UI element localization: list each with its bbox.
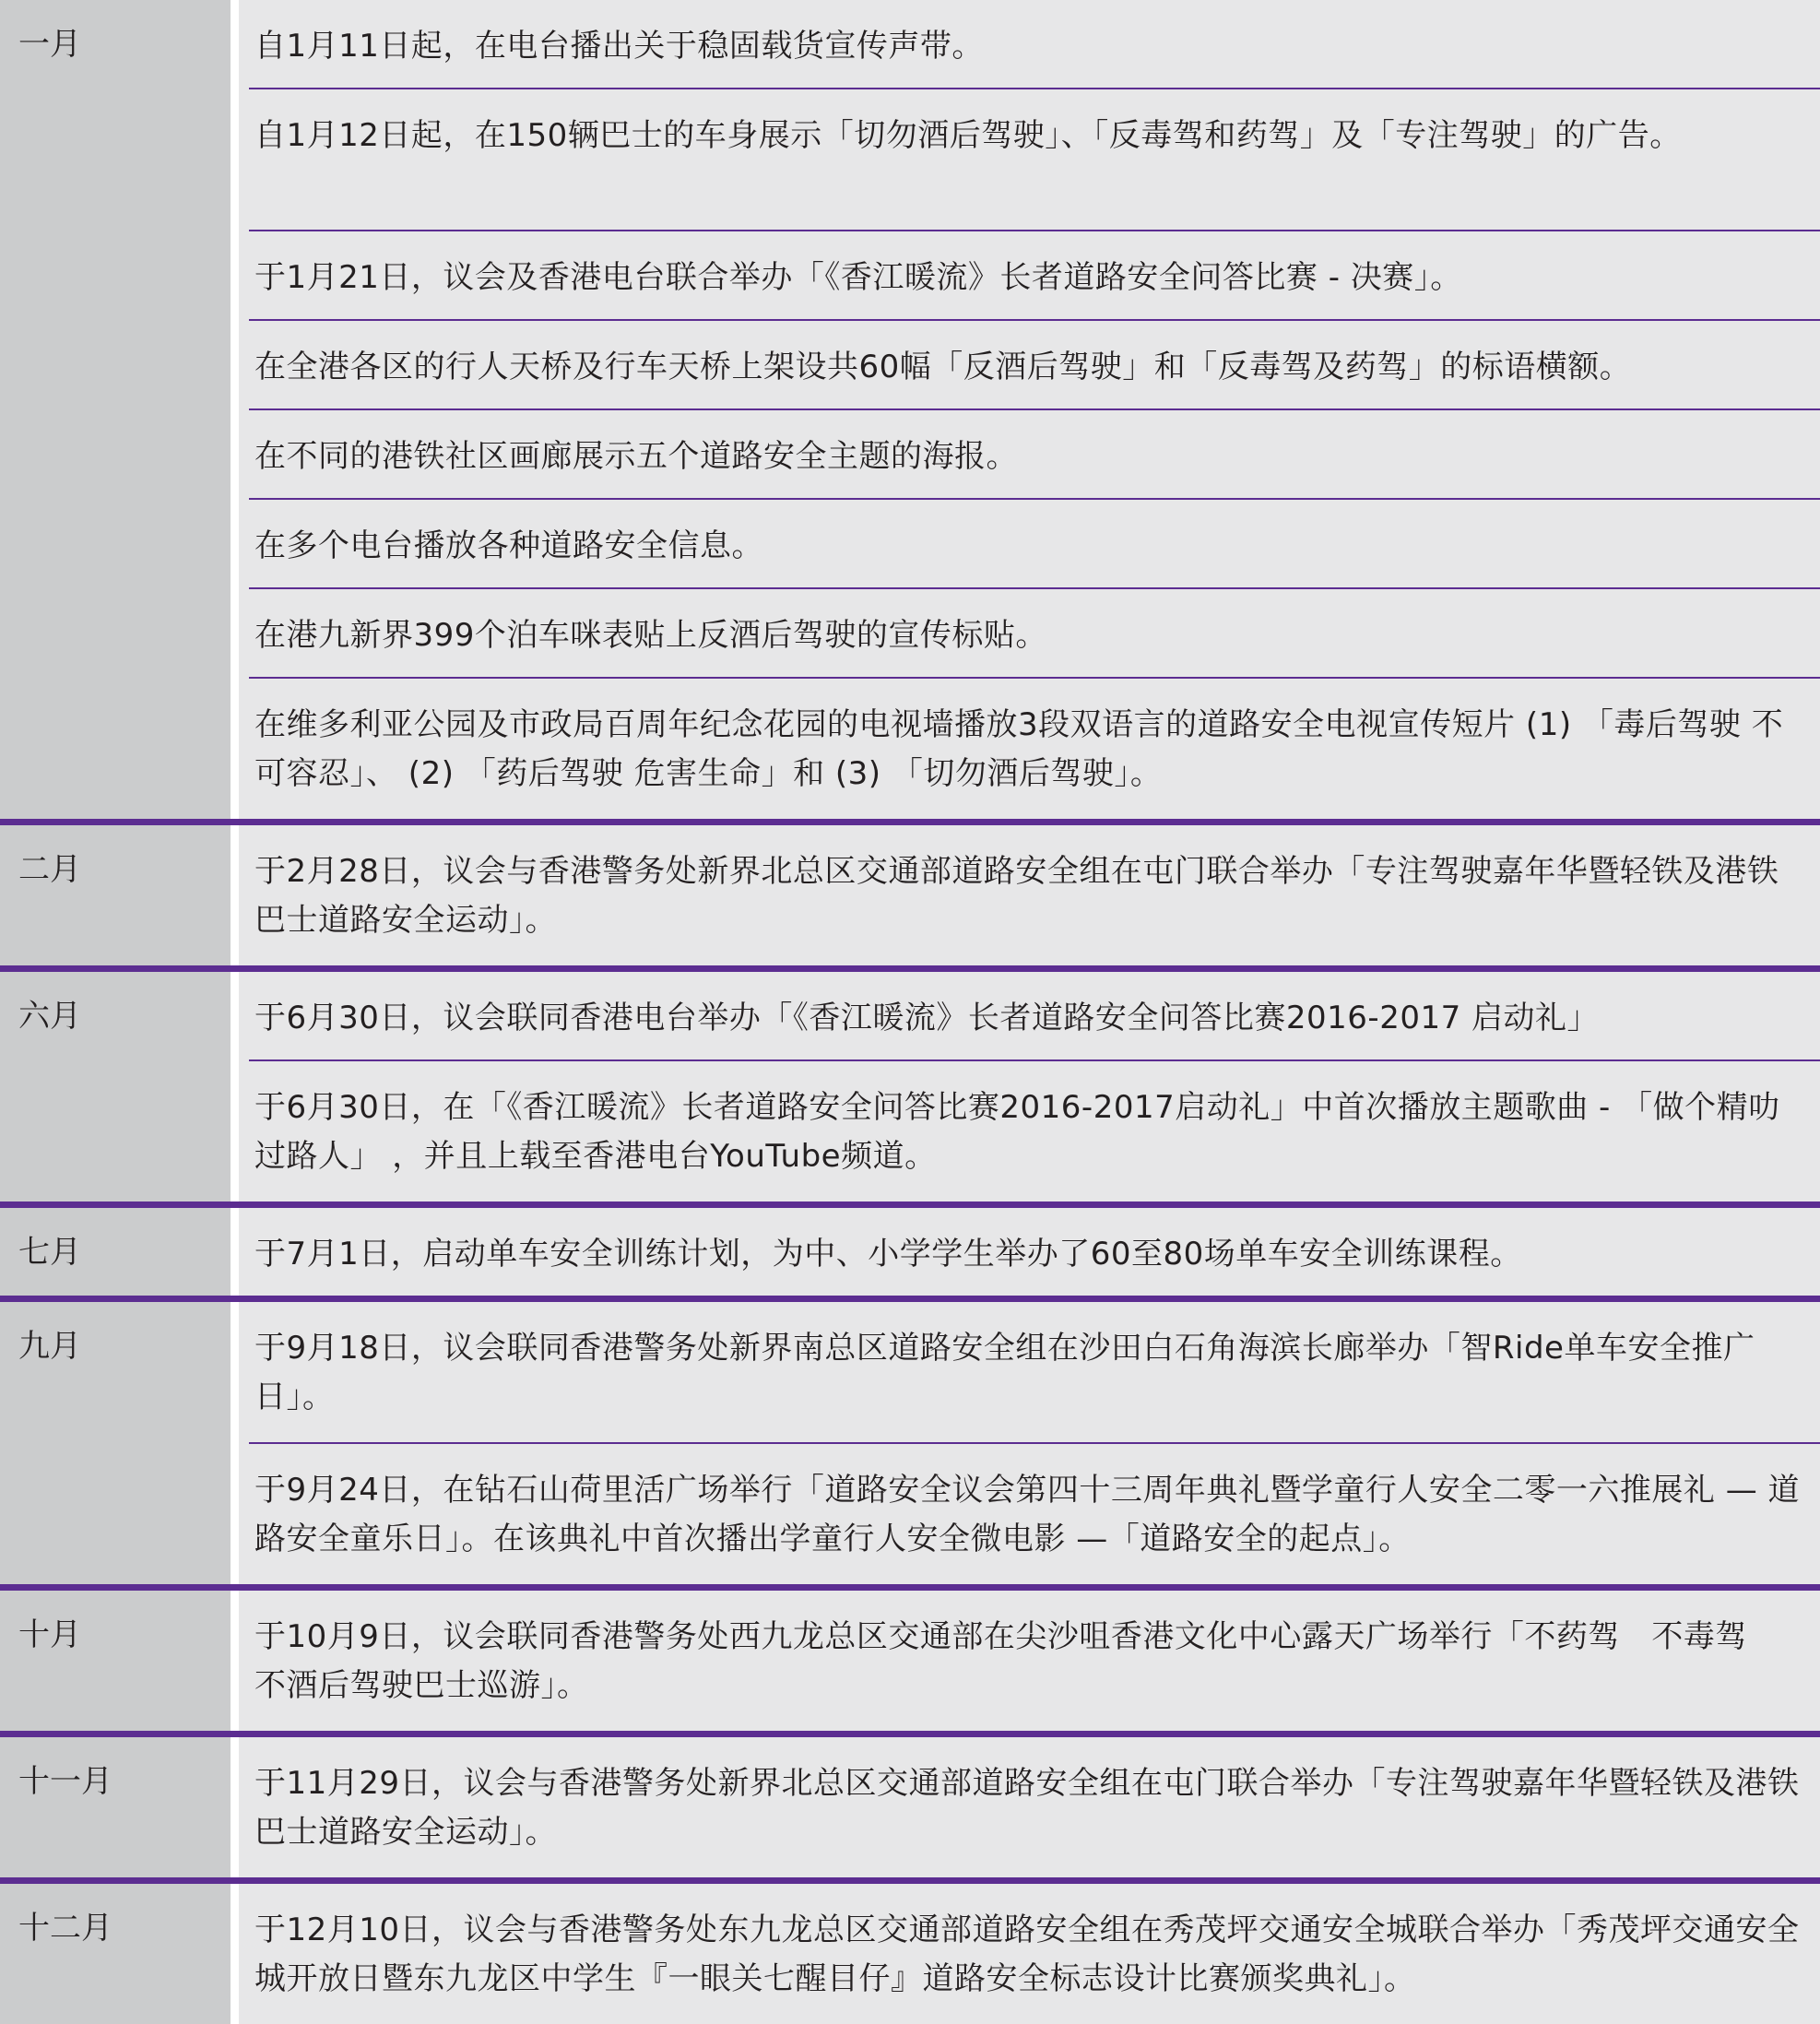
event-entry: 于1月21日，议会及香港电台联合举办「《香江暖流》长者道路安全问答比赛 - 决赛」。 bbox=[254, 259, 1462, 296]
event-entry: 在不同的港铁社区画廊展示五个道路安全主题的海报。 bbox=[254, 438, 1018, 475]
entry-list bbox=[239, 1591, 1820, 1731]
column-gap bbox=[230, 825, 239, 965]
month-divider bbox=[0, 1201, 1820, 1208]
month-label: 十一月 bbox=[0, 1737, 230, 1877]
entry-list bbox=[239, 1208, 1820, 1296]
month-divider bbox=[0, 819, 1820, 825]
event-entry: 在港九新界399个泊车咪表贴上反酒后驾驶的宣传标贴。 bbox=[254, 617, 1047, 654]
month-divider bbox=[0, 1584, 1820, 1591]
event-entry: 于9月18日，议会联同香港警务处新界南总区道路安全组在沙田白石角海滨长廊举办「智Ride单车安全推广日」。 bbox=[254, 1330, 1755, 1415]
entry-list bbox=[239, 1884, 1820, 2024]
month-group-november bbox=[0, 1737, 1820, 1877]
month-divider bbox=[0, 1877, 1820, 1884]
month-group-february bbox=[0, 825, 1820, 965]
column-gap bbox=[230, 1591, 239, 1731]
column-gap bbox=[230, 1737, 239, 1877]
month-group-december bbox=[0, 1884, 1820, 2024]
event-entry: 在全港各区的行人天桥及行车天桥上架设共60幅「反酒后驾驶」和「反毒驾及药驾」的标语横额。 bbox=[254, 349, 1632, 385]
event-entry: 于2月28日，议会与香港警务处新界北总区交通部道路安全组在屯门联合举办「专注驾驶嘉年华暨轻铁及港铁巴士道路安全运动」。 bbox=[254, 853, 1779, 939]
month-label: 二月 bbox=[0, 825, 230, 965]
event-entry: 自1月11日起，在电台播出关于稳固载货宣传声带。 bbox=[254, 28, 984, 65]
month-label: 九月 bbox=[0, 1302, 230, 1584]
event-entry: 于12月10日，议会与香港警务处东九龙总区交通部道路安全组在秀茂坪交通安全城联合举办「秀茂坪交通安全城开放日暨东九龙区中学生『一眼关七醒目仔』道路安全标志设计比赛颁奖典礼」。 bbox=[254, 1912, 1800, 1997]
month-group-january bbox=[0, 0, 1820, 819]
month-group-october bbox=[0, 1591, 1820, 1731]
column-gap bbox=[230, 1884, 239, 2024]
event-entry: 在多个电台播放各种道路安全信息。 bbox=[254, 527, 763, 564]
month-divider bbox=[0, 1731, 1820, 1737]
event-entry: 在维多利亚公园及市政局百周年纪念花园的电视墙播放3段双语言的道路安全电视宣传短片 (1) 「毒后驾驶 不可容忍」、 (2) 「药后驾驶 危害生命」和 (3) 「切勿酒后驾驶」。 bbox=[254, 706, 1784, 792]
month-group-september bbox=[0, 1302, 1820, 1584]
event-entry: 于9月24日，在钻石山荷里活广场举行「道路安全议会第四十三周年典礼暨学童行人安全二零一六推展礼 — 道路安全童乐日」。在该典礼中首次播出学童行人安全微电影 —「道路安全的起点」。 bbox=[254, 1472, 1801, 1557]
column-gap bbox=[230, 0, 239, 819]
event-entry: 自1月12日起，在150辆巴士的车身展示「切勿酒后驾驶」、「反毒驾和药驾」及「专注驾驶」的广告。 bbox=[254, 117, 1682, 154]
entry-list bbox=[239, 1737, 1820, 1877]
event-entry: 于10月9日，议会联同香港警务处西九龙总区交通部在尖沙咀香港文化中心露天广场举行「不药驾 不毒驾 不酒后驾驶巴士巡游」。 bbox=[254, 1618, 1779, 1704]
event-entry: 于11月29日，议会与香港警务处新界北总区交通部道路安全组在屯门联合举办「专注驾驶嘉年华暨轻铁及港铁巴士道路安全运动」。 bbox=[254, 1765, 1800, 1851]
column-gap bbox=[230, 1302, 239, 1584]
month-label: 十二月 bbox=[0, 1884, 230, 2024]
event-entry: 于7月1日，启动单车安全训练计划，为中、小学学生举办了60至80场单车安全训练课程。 bbox=[254, 1236, 1522, 1272]
column-gap bbox=[230, 972, 239, 1201]
entry-list bbox=[239, 825, 1820, 965]
month-group-july bbox=[0, 1208, 1820, 1296]
entry-list bbox=[239, 972, 1820, 1201]
entry-list bbox=[239, 0, 1820, 819]
entry-list bbox=[239, 1302, 1820, 1584]
month-divider bbox=[0, 965, 1820, 972]
event-entry: 于6月30日，在「《香江暖流》长者道路安全问答比赛2016-2017启动礼」中首次播放主题歌曲 - 「做个精叻过路人」 ，并且上载至香港电台YouTube频道。 bbox=[254, 1089, 1780, 1175]
month-label: 七月 bbox=[0, 1208, 230, 1296]
month-label: 一月 bbox=[0, 0, 230, 819]
month-label: 六月 bbox=[0, 972, 230, 1201]
event-entry: 于6月30日，议会联同香港电台举办「《香江暖流》长者道路安全问答比赛2016-2017 启动礼」 bbox=[254, 1000, 1600, 1036]
column-gap bbox=[230, 1208, 239, 1296]
month-group-june bbox=[0, 972, 1820, 1201]
month-label: 十月 bbox=[0, 1591, 230, 1731]
month-divider bbox=[0, 1296, 1820, 1302]
